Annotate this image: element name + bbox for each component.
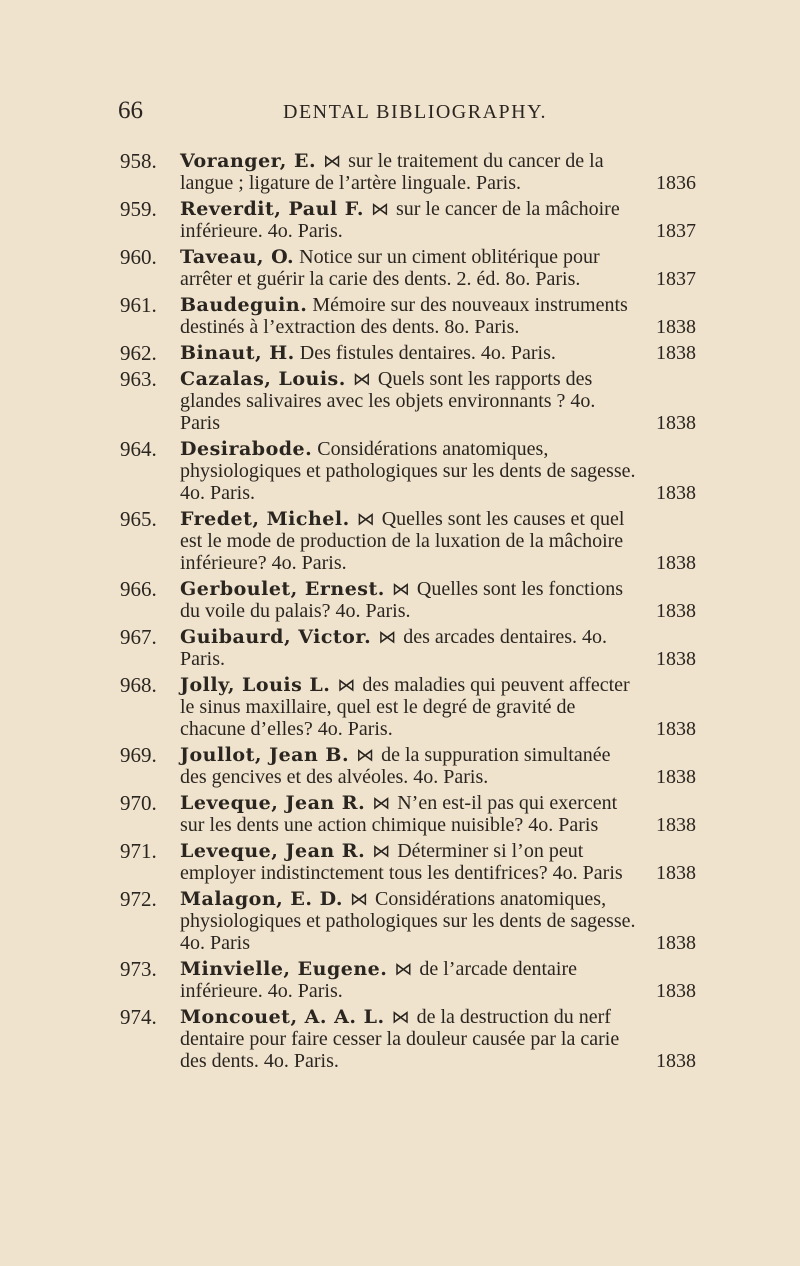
entry-body [180,792,640,836]
bibliography-entry [0,342,800,364]
entry-body [180,958,640,1002]
entry-number: 974. [120,1005,157,1029]
entry-number: 959. [120,197,157,221]
thesis-symbol-icon: ⋈ [394,959,413,979]
thesis-symbol-icon: ⋈ [323,151,342,171]
entry-body [180,342,640,364]
entry-year: 1838 [656,552,696,574]
entry-title: sur le cancer de la mâchoire inférieure. 4o. Paris. [180,198,620,242]
entry-author: Taveau, O. [180,246,295,268]
entry-author: Cazalas, Louis. [180,368,346,390]
entry-body [180,578,640,622]
entry-author: Malagon, E. D. [180,888,343,910]
thesis-symbol-icon: ⋈ [337,675,356,695]
bibliography-entry [0,150,800,194]
entry-number: 973. [120,957,157,981]
entry-year: 1838 [656,980,696,1002]
bibliography-entry [0,578,800,622]
entry-year: 1838 [656,718,696,740]
thesis-symbol-icon: ⋈ [370,199,389,219]
entry-title: de la destruction du nerf dentaire pour faire cesser la douleur causée par la carie des dents. 4o. Paris. [180,1006,620,1072]
bibliography-entry [0,198,800,242]
thesis-symbol-icon: ⋈ [391,1007,410,1027]
page-number: 66 [118,97,143,124]
entry-body [180,368,640,434]
entry-body [180,150,640,194]
entry-year: 1838 [656,316,696,338]
entry-title: Considérations anatomiques, physiologiques et pathologiques sur les dents de sagesse. 4o. Paris [180,888,636,954]
bibliography-entry [0,744,800,788]
bibliography-entry [0,294,800,338]
entry-title: Notice sur un ciment oblitérique pour arrêter et guérir la carie des dents. 2. éd. 8o. Paris. [180,246,600,290]
entry-title: sur le traitement du cancer de la langue ; ligature de l’artère linguale. Paris. [180,150,604,194]
bibliography-entry [0,674,800,740]
entry-year: 1838 [656,600,696,622]
thesis-symbol-icon: ⋈ [372,793,391,813]
entry-author: Joullot, Jean B. [180,744,350,766]
thesis-symbol-icon: ⋈ [352,369,371,389]
thesis-symbol-icon: ⋈ [391,579,410,599]
bibliography-entry [0,626,800,670]
thesis-symbol-icon: ⋈ [356,745,375,765]
entry-number: 963. [120,367,157,391]
entry-author: Guibaurd, Victor. [180,626,372,648]
entry-title: Considérations anatomiques, physiologiques et pathologiques sur les dents de sagesse. 4o. Paris. [180,438,636,504]
bibliography-list [0,150,800,1076]
entry-author: Gerboulet, Ernest. [180,578,385,600]
bibliography-entry [0,368,800,434]
entry-body [180,674,640,740]
entry-title: Des fistules dentaires. 4o. Paris. [299,342,556,364]
entry-author: Voranger, E. [180,150,317,172]
entry-body [180,888,640,954]
entry-number: 968. [120,673,157,697]
entry-author: Minvielle, Eugene. [180,958,388,980]
entry-year: 1838 [656,648,696,670]
entry-author: Fredet, Michel. [180,508,350,530]
entry-number: 969. [120,743,157,767]
entry-number: 966. [120,577,157,601]
bibliography-entry [0,840,800,884]
entry-year: 1838 [656,1050,696,1072]
entry-title: de l’arcade dentaire inférieure. 4o. Paris. [180,958,578,1002]
thesis-symbol-icon: ⋈ [372,841,391,861]
entry-title: de la suppuration simultanée des gencives et des alvéoles. 4o. Paris. [180,744,611,788]
entry-year: 1838 [656,814,696,836]
entry-number: 965. [120,507,157,531]
bibliography-entry [0,508,800,574]
entry-author: Desirabode. [180,438,313,460]
entry-body [180,438,640,504]
entry-year: 1838 [656,342,696,364]
entry-body [180,626,640,670]
entry-number: 960. [120,245,157,269]
entry-author: Baudeguin. [180,294,308,316]
page-header [118,96,658,136]
entry-year: 1838 [656,766,696,788]
bibliography-entry [0,958,800,1002]
entry-year: 1838 [656,412,696,434]
entry-year: 1836 [656,172,696,194]
entry-body [180,294,640,338]
entry-year: 1838 [656,862,696,884]
entry-year: 1837 [656,268,696,290]
entry-author: Binaut, H. [180,342,295,364]
entry-body [180,198,640,242]
entry-number: 964. [120,437,157,461]
bibliography-entry [0,246,800,290]
entry-number: 958. [120,149,157,173]
entry-number: 961. [120,293,157,317]
entry-author: Jolly, Louis L. [180,674,331,696]
entry-year: 1838 [656,482,696,504]
thesis-symbol-icon: ⋈ [356,509,375,529]
entry-body [180,1006,640,1072]
entry-title: Quels sont les rapports des glandes salivaires avec les objets environnants ? 4o. Paris [180,368,596,434]
entry-body [180,246,640,290]
entry-title: Quelles sont les causes et quel est le mode de production de la luxation de la mâchoire inférieure? 4o. Paris. [180,508,625,574]
entry-number: 971. [120,839,157,863]
entry-author: Leveque, Jean R. [180,792,366,814]
entry-title: Quelles sont les fonctions du voile du palais? 4o. Paris. [180,578,623,622]
entry-body [180,840,640,884]
entry-number: 962. [120,341,157,365]
bibliography-entry [0,888,800,954]
bibliography-entry [0,1006,800,1072]
entry-title: des arcades dentaires. 4o. Paris. [180,626,608,670]
entry-author: Moncouet, A. A. L. [180,1006,385,1028]
entry-body [180,744,640,788]
entry-title: N’en est-il pas qui exercent sur les dents une action chimique nuisible? 4o. Paris [180,792,618,836]
thesis-symbol-icon: ⋈ [350,889,368,909]
entry-title: Déterminer si l’on peut employer indistinctement tous les dentifrices? 4o. Paris [180,840,623,884]
entry-author: Leveque, Jean R. [180,840,366,862]
entry-body [180,508,640,574]
entry-year: 1837 [656,220,696,242]
entry-author: Reverdit, Paul F. [180,198,364,220]
thesis-symbol-icon: ⋈ [378,627,397,647]
entry-title: des maladies qui peuvent affecter le sinus maxillaire, quel est le degré de gravité de chacune d’elles? 4o. Paris. [180,674,630,740]
entry-year: 1838 [656,932,696,954]
entry-number: 972. [120,887,157,911]
bibliography-entry [0,792,800,836]
bibliography-entry [0,438,800,504]
entry-number: 970. [120,791,157,815]
entry-title: Mémoire sur des nouveaux instruments destinés à l’extraction des dents. 8o. Paris. [180,294,628,338]
entry-number: 967. [120,625,157,649]
running-title: DENTAL BIBLIOGRAPHY. [283,101,547,123]
